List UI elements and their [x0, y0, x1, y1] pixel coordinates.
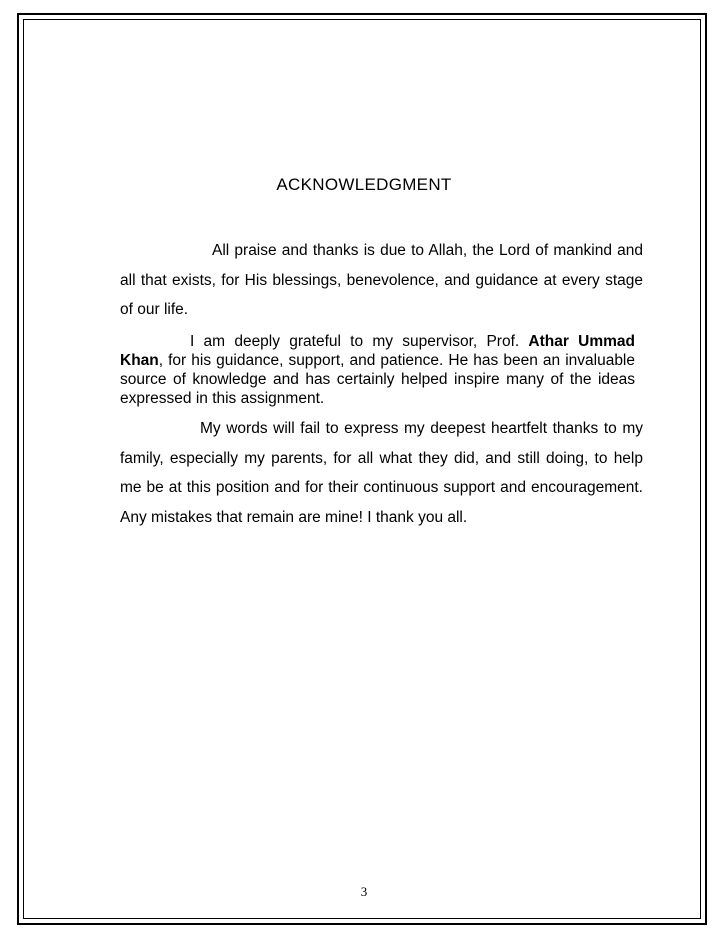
page-number: 3 [360, 884, 368, 899]
paragraph-family [120, 414, 643, 532]
supervisor-name: Athar Ummad Khan [120, 333, 635, 369]
paragraph-family-text: My words will fail to express my deepest heartfelt thanks to my family, especially my parents, for all what they did, and still doing, to help me be at this position and for their continuous support and encouragement. Any mistakes that remain are mine! I thank you all. [120, 420, 643, 526]
paragraph-supervisor [120, 332, 635, 408]
paragraph-praise [120, 236, 643, 325]
paragraph-praise-text: All praise and thanks is due to Allah, the Lord of mankind and all that exists, for His blessings, benevolence, and guidance at every stage of our life. [120, 242, 643, 318]
paragraph-supervisor-text-before: I am deeply grateful to my supervisor, Prof. [190, 333, 529, 350]
paragraph-supervisor-text-after: , for his guidance, support, and patience. He has been an invaluable source of knowledge and has certainly helped inspire many of the ideas expressed in this assignment. [120, 352, 635, 407]
page-title: ACKNOWLEDGMENT [276, 175, 452, 194]
